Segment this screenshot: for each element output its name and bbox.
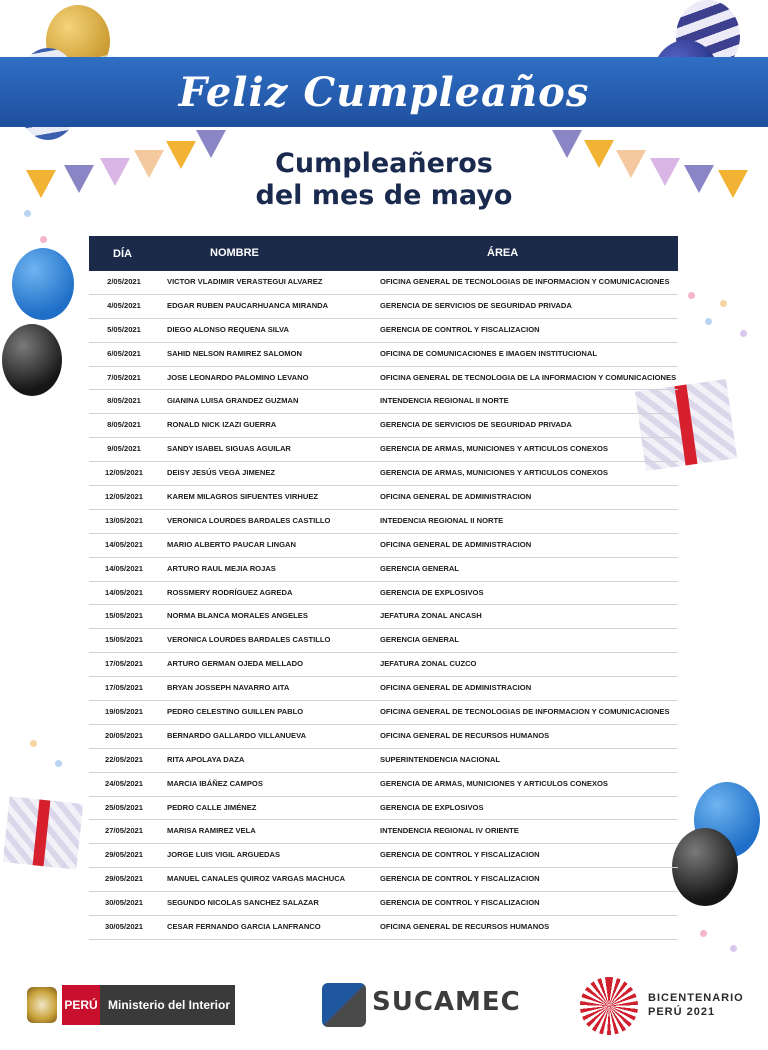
table-row <box>89 749 678 773</box>
cell-area: OFICINA GENERAL DE RECURSOS HUMANOS <box>380 730 550 740</box>
cell-area: INTENDENCIA REGIONAL II NORTE <box>380 396 509 406</box>
table-row <box>89 343 678 367</box>
cell-area: GERENCIA DE ARMAS, MUNICIONES Y ARTICULOS CONEXOS <box>380 778 608 788</box>
cell-dia: 2/05/2021 <box>107 277 141 286</box>
cell-dia: 17/05/2021 <box>104 683 143 693</box>
cell-dia: 13/05/2021 <box>104 515 143 525</box>
cell-dia: 14/05/2021 <box>104 539 143 549</box>
cell-nombre: CESAR FERNANDO GARCIA LANFRANCO <box>167 922 321 932</box>
table-row <box>89 510 678 534</box>
cell-area: OFICINA GENERAL DE TECNOLOGIA DE LA INFORMACION Y COMUNICACIONES <box>380 372 677 382</box>
cell-area: GERENCIA DE ARMAS, MUNICIONES Y ARTICULOS CONEXOS <box>380 444 608 454</box>
table-row <box>89 534 678 558</box>
table-row <box>89 390 678 414</box>
black-balloon-icon <box>2 324 62 396</box>
cell-nombre: VICTOR VLADIMIR VERASTEGUI ALVAREZ <box>167 277 323 286</box>
ministry-label: Ministerio del Interior <box>100 985 235 1025</box>
cell-area: GERENCIA GENERAL <box>380 635 460 645</box>
cell-nombre: PEDRO CELESTINO GUILLEN PABLO <box>167 707 304 717</box>
cell-area: GERENCIA DE CONTROL Y FISCALIZACION <box>380 850 540 860</box>
cell-area: JEFATURA ZONAL CUZCO <box>380 659 477 669</box>
peru-coat-of-arms-icon <box>27 987 57 1023</box>
cell-dia: 20/05/2021 <box>104 730 143 740</box>
table-row <box>89 367 678 391</box>
cell-dia: 29/05/2021 <box>104 874 143 884</box>
table-row <box>89 820 678 844</box>
cell-area: OFICINA GENERAL DE ADMINISTRACION <box>380 492 532 502</box>
cell-dia: 14/05/2021 <box>104 587 143 597</box>
cell-dia: 15/05/2021 <box>104 611 143 621</box>
cell-area: OFICINA GENERAL DE RECURSOS HUMANOS <box>380 922 550 932</box>
cell-nombre: GIANINA LUISA GRANDEZ GUZMAN <box>167 396 299 406</box>
cell-nombre: ARTURO GERMAN OJEDA MELLADO <box>167 659 303 669</box>
table-row <box>89 677 678 701</box>
table-row <box>89 582 678 606</box>
cell-dia: 7/05/2021 <box>107 372 141 382</box>
table-row <box>89 773 678 797</box>
cell-nombre: DEISY JESÚS VEGA JIMENEZ <box>167 468 276 478</box>
cell-dia: 14/05/2021 <box>104 563 143 573</box>
cell-nombre: JOSE LEONARDO PALOMINO LEVANO <box>167 372 309 382</box>
cell-area: OFICINA GENERAL DE TECNOLOGIAS DE INFORMACION Y COMUNICACIONES <box>380 707 670 717</box>
cell-nombre: MARIO ALBERTO PAUCAR LINGAN <box>167 539 296 549</box>
cell-area: GERENCIA DE SERVICIOS DE SEGURIDAD PRIVADA <box>380 420 572 430</box>
cell-dia: 22/05/2021 <box>104 754 143 764</box>
cell-area: INTENDENCIA REGIONAL IV ORIENTE <box>380 826 519 836</box>
table-row <box>89 844 678 868</box>
cell-nombre: PEDRO CALLE JIMÉNEZ <box>167 802 257 812</box>
cell-dia: 17/05/2021 <box>104 659 143 669</box>
page-subtitle: del mes de mayo <box>255 180 513 211</box>
peru-label: PERÚ <box>62 985 100 1025</box>
black-balloon-icon <box>672 828 738 906</box>
cell-nombre: NORMA BLANCA MORALES ANGELES <box>167 611 308 621</box>
table-row <box>89 725 678 749</box>
bicentenario-line2: PERÚ 2021 <box>648 1006 716 1018</box>
cell-nombre: DIEGO ALONSO REQUENA SILVA <box>167 324 289 334</box>
cell-area: GERENCIA DE CONTROL Y FISCALIZACION <box>380 324 540 334</box>
cell-nombre: KAREM MILAGROS SIFUENTES VIRHUEZ <box>167 492 319 502</box>
cell-dia: 8/05/2021 <box>107 420 141 430</box>
table-header <box>89 236 678 271</box>
cell-dia: 12/05/2021 <box>104 492 143 502</box>
cell-area: OFICINA GENERAL DE ADMINISTRACION <box>380 683 532 693</box>
table-row <box>89 462 678 486</box>
cell-area: GERENCIA DE ARMAS, MUNICIONES Y ARTICULOS CONEXOS <box>380 468 608 478</box>
header-nombre: NOMBRE <box>210 247 259 259</box>
table-row <box>89 438 678 462</box>
table-row <box>89 701 678 725</box>
cell-dia: 27/05/2021 <box>104 826 143 836</box>
cell-nombre: BRYAN JOSSEPH NAVARRO AITA <box>167 683 290 693</box>
sucamec-label: SUCAMEC <box>372 987 521 1017</box>
table-row <box>89 319 678 343</box>
page-title: Cumpleañeros <box>275 148 493 179</box>
bicentenario-line1: BICENTENARIO <box>648 992 744 1004</box>
banner-title: Feliz Cumpleaños <box>178 68 590 116</box>
cell-dia: 8/05/2021 <box>107 396 141 406</box>
table-row <box>89 892 678 916</box>
header-dia: DÍA <box>113 248 132 260</box>
cell-nombre: MARISA RAMIREZ VELA <box>167 826 256 836</box>
blue-balloon-icon <box>12 248 74 320</box>
cell-dia: 30/05/2021 <box>104 898 143 908</box>
cell-area: GERENCIA DE CONTROL Y FISCALIZACION <box>380 898 540 908</box>
table-row <box>89 629 678 653</box>
birthday-table <box>89 271 678 940</box>
bicentenario-logo-icon <box>580 977 638 1035</box>
cell-dia: 24/05/2021 <box>104 778 143 788</box>
cell-nombre: MARCIA IBÁÑEZ CAMPOS <box>167 778 263 788</box>
cell-dia: 15/05/2021 <box>104 635 143 645</box>
cell-area: GERENCIA DE EXPLOSIVOS <box>380 587 484 597</box>
cell-dia: 30/05/2021 <box>104 922 143 932</box>
table-row <box>89 653 678 677</box>
table-row <box>89 797 678 821</box>
cell-area: OFICINA GENERAL DE ADMINISTRACION <box>380 539 532 549</box>
cell-area: OFICINA DE COMUNICACIONES E IMAGEN INSTITUCIONAL <box>380 348 597 358</box>
cell-area: GERENCIA GENERAL <box>380 563 460 573</box>
cell-nombre: RONALD NICK IZAZI GUERRA <box>167 420 277 430</box>
cell-area: INTEDENCIA REGIONAL II NORTE <box>380 515 504 525</box>
cell-area: SUPERINTENDENCIA NACIONAL <box>380 754 500 764</box>
table-row <box>89 916 678 940</box>
cell-area: JEFATURA ZONAL ANCASH <box>380 611 482 621</box>
table-row <box>89 868 678 892</box>
cell-nombre: VERONICA LOURDES BARDALES CASTILLO <box>167 515 331 525</box>
cell-nombre: SANDY ISABEL SIGUAS AGUILAR <box>167 444 291 454</box>
table-row <box>89 486 678 510</box>
table-row <box>89 558 678 582</box>
sucamec-logo-icon <box>322 983 366 1027</box>
cell-nombre: MANUEL CANALES QUIROZ VARGAS MACHUCA <box>167 874 346 884</box>
cell-dia: 19/05/2021 <box>104 707 143 717</box>
cell-nombre: ROSSMERY RODRÍGUEZ AGREDA <box>167 587 293 597</box>
table-row <box>89 295 678 319</box>
cell-nombre: EDGAR RUBEN PAUCARHUANCA MIRANDA <box>167 300 329 310</box>
cell-dia: 25/05/2021 <box>104 802 143 812</box>
cell-area: GERENCIA DE SERVICIOS DE SEGURIDAD PRIVADA <box>380 300 572 310</box>
table-row <box>89 414 678 438</box>
table-row <box>89 605 678 629</box>
cell-area: GERENCIA DE CONTROL Y FISCALIZACION <box>380 874 540 884</box>
table-row <box>89 271 678 295</box>
cell-dia: 6/05/2021 <box>107 348 141 358</box>
cell-nombre: SAHID NELSON RAMIREZ SALOMON <box>167 348 303 358</box>
cell-nombre: BERNARDO GALLARDO VILLANUEVA <box>167 730 307 740</box>
cell-area: OFICINA GENERAL DE TECNOLOGIAS DE INFORMACION Y COMUNICACIONES <box>380 277 670 286</box>
cell-nombre: SEGUNDO NICOLAS SANCHEZ SALAZAR <box>167 898 319 908</box>
cell-dia: 4/05/2021 <box>107 300 141 310</box>
cell-dia: 9/05/2021 <box>107 444 141 454</box>
cell-dia: 12/05/2021 <box>104 468 143 478</box>
cell-dia: 29/05/2021 <box>104 850 143 860</box>
footer <box>0 975 768 1035</box>
cell-area: GERENCIA DE EXPLOSIVOS <box>380 802 484 812</box>
cell-nombre: VERONICA LOURDES BARDALES CASTILLO <box>167 635 331 645</box>
cell-nombre: RITA APOLAYA DAZA <box>167 754 245 764</box>
cell-dia: 5/05/2021 <box>107 324 141 334</box>
header-area: ÁREA <box>487 247 519 259</box>
cell-nombre: ARTURO RAUL MEJIA ROJAS <box>167 563 276 573</box>
cell-nombre: JORGE LUIS VIGIL ARGUEDAS <box>167 850 281 860</box>
gift-box-icon <box>3 796 83 869</box>
